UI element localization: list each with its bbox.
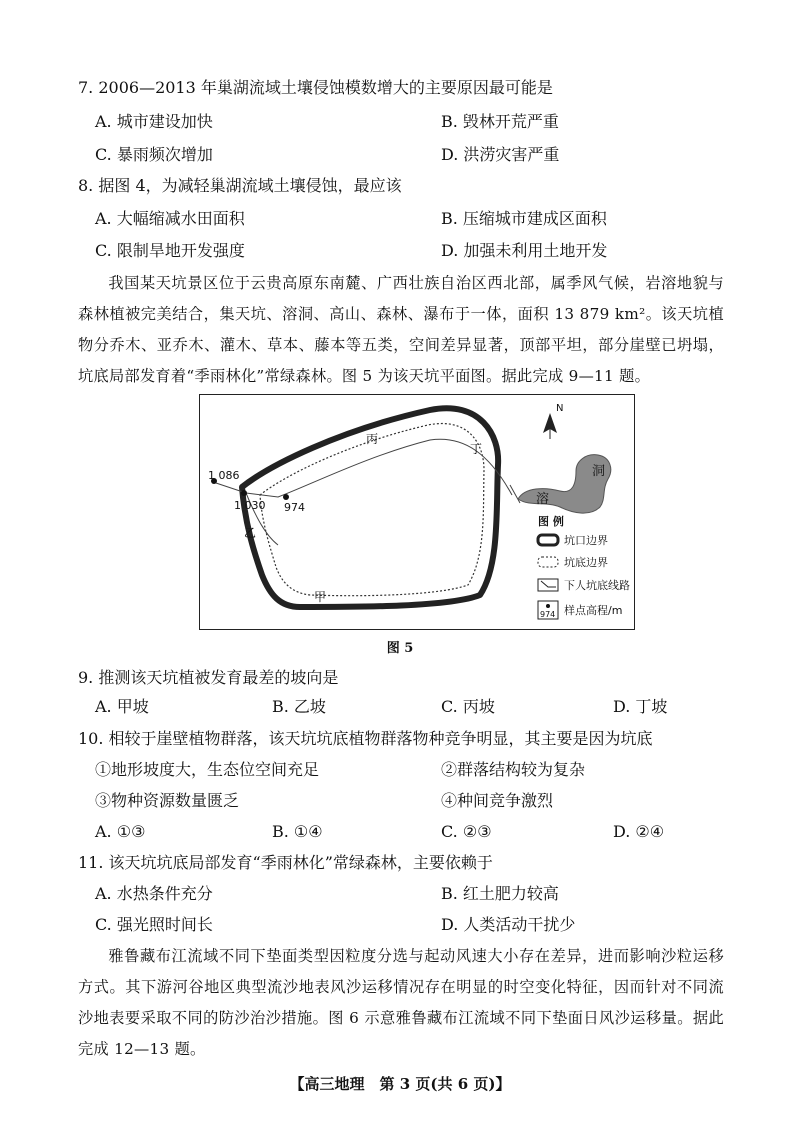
sample-point-1030 [241,490,247,496]
sample-point-974 [283,494,289,500]
q8-option-c: C. 限制旱地开发强度 [95,241,245,260]
legend-item-floor: 坑底边界 [564,556,608,569]
elevation-974: 974 [284,501,305,514]
north-arrow-icon [543,403,563,439]
q9-option-d: D. 丁坡 [613,697,668,716]
q10-statement-3: ③物种资源数量匮乏 [95,791,240,810]
slope-label-ding: 丁 [470,442,483,456]
cave-label-rong: 溶 [536,492,550,507]
q10-option-c: C. ②③ [441,822,492,841]
q7-option-c: C. 暴雨频次增加 [95,145,213,164]
legend-sample-value: 974 [540,610,556,619]
legend-item-route: 下人坑底线路 [564,579,630,592]
q10-option-b: B. ①④ [272,822,323,841]
q8-option-a: A. 大幅缩减水田面积 [95,209,245,228]
q8-option-b: B. 压缩城市建成区面积 [441,209,607,228]
passage-yarlung-text: 雅鲁藏布江流域不同下垫面类型因粒度分选与起动风速大小存在差异，进而影响沙粒运移方式。其下游河谷地区典型流沙地表风沙运移情况存在明显的时空变化特征，因而针对不同流沙地表要采取不同的防沙治沙措施。图 6 示意雅鲁藏布江流域不同下垫面日风沙运移量。据此完成 12—13 题。 [78,947,724,1058]
map-legend [538,514,630,619]
legend-title: 图 例 [538,515,564,528]
q7-option-a: A. 城市建设加快 [95,112,213,131]
q11-option-a: A. 水热条件充分 [95,884,213,903]
q11-stem: 11. 该天坑坑底局部发育“季雨林化”常绿森林，主要依赖于 [78,853,493,872]
q9-option-b: B. 乙坡 [272,697,326,716]
q9-option-a: A. 甲坡 [95,697,149,716]
elevation-1086: 1 086 [208,469,240,482]
passage-sinkhole-text: 我国某天坑景区位于云贵高原东南麓、广西壮族自治区西北部，属季风气候，岩溶地貌与森林植被完美结合，集天坑、溶洞、高山、森林、瀑布于一体，面积 13 879 km²。该天坑植物分乔木、亚乔木、灌木、草本、藤本等五类，空间差异显著，顶部平坦，部分崖壁已坍塌，坑底局部发育着“季雨林化”常绿森林。图 5 为该天坑平面图。据此完成 9—11 题。 [78,274,724,385]
legend-item-rim: 坑口边界 [564,534,608,547]
q7-stem: 7. 2006—2013 年巢湖流域土壤侵蚀模数增大的主要原因最可能是 [78,78,553,97]
q7-option-d: D. 洪涝灾害严重 [441,145,560,164]
q8-option-d: D. 加强未利用土地开发 [441,241,608,260]
q9-option-c: C. 丙坡 [441,697,495,716]
slope-label-bing: 丙 [366,432,379,446]
q11-option-d: D. 人类活动干扰少 [441,915,576,934]
q10-statement-4: ④种间竞争激烈 [441,791,554,810]
figure-5-map [199,394,635,630]
q7-option-b: B. 毁林开荒严重 [441,112,559,131]
q10-option-a: A. ①③ [95,822,146,841]
passage-sinkhole [78,268,724,392]
q10-statement-1: ①地形坡度大，生态位空间充足 [95,760,320,779]
q9-stem: 9. 推测该天坑植被发育最差的坡向是 [78,668,339,687]
slope-label-jia: 甲 [314,590,327,604]
q10-option-d: D. ②④ [613,822,665,841]
q8-stem: 8. 据图 4，为减轻巢湖流域土壤侵蚀，最应该 [78,176,402,195]
sinkhole-plan-svg [200,395,634,629]
q11-option-c: C. 强光照时间长 [95,915,213,934]
q10-statement-2: ②群落结构较为复杂 [441,760,586,779]
cave-label-dong: 洞 [592,464,606,479]
q10-stem: 10. 相较于崖壁植物群落，该天坑坑底植物群落物种竞争明显，其主要是因为坑底 [78,729,653,748]
figure-5-caption: 图 5 [386,641,414,656]
svg-text:N: N [556,403,564,414]
slope-label-yi: 乙 [244,526,257,540]
elevation-1030: 1 030 [234,499,266,512]
page-footer: 【高三地理 第 3 页(共 6 页)】 [289,1075,511,1093]
passage-yarlung [78,941,724,1065]
legend-item-elevation: 样点高程/m [564,604,623,617]
q11-option-b: B. 红土肥力较高 [441,884,559,903]
